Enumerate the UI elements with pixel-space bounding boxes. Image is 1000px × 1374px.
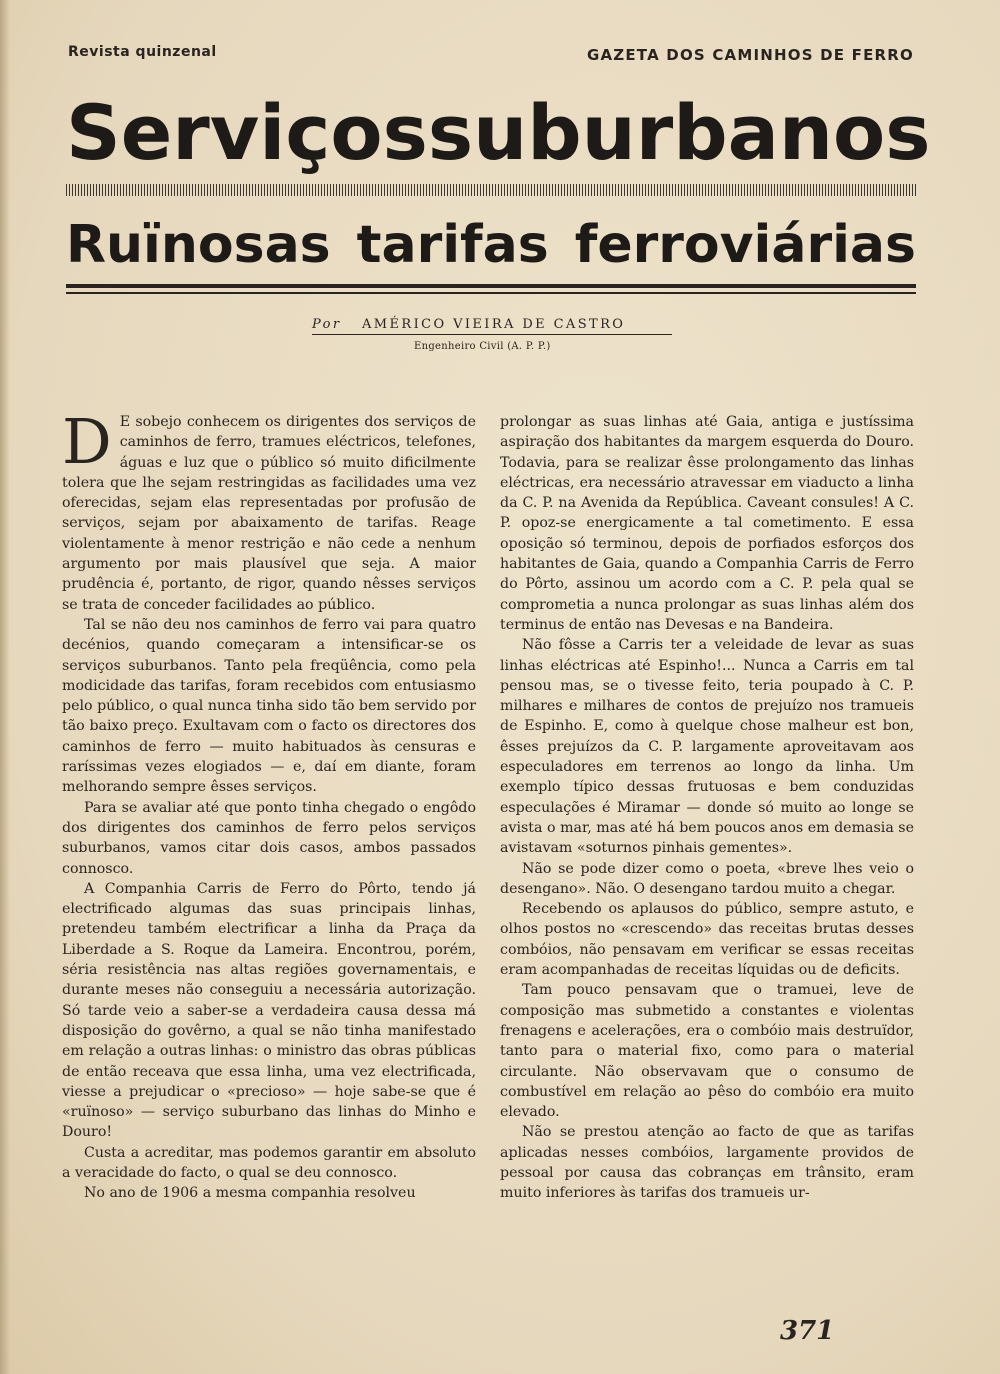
page-number: 371	[780, 1316, 835, 1346]
left-column	[62, 405, 476, 1204]
article-title	[66, 88, 931, 178]
right-column	[500, 412, 914, 1204]
title-word: suburbanos	[427, 88, 931, 177]
paragraph: Para se avaliar até que ponto tinha chegado o engôdo dos dirigentes dos caminhos de ferro pelos serviços suburbanos, vamos citar dois casos, ambos passados connosco.	[62, 799, 476, 877]
author-credentials: Engenheiro Civil (A. P. P.)	[414, 341, 551, 352]
paragraph: Não se pode dizer como o poeta, «breve lhes veio o desengano». Não. O desengano tardou muito a chegar.	[500, 860, 914, 897]
paragraph: Tal se não deu nos caminhos de ferro vai para quatro decénios, quando começaram a intensificar-se os serviços suburbanos. Tanto pela freqüência, como pela modicidade das tarifas, foram recebidos com entusiasmo pelo público, o qual nunca tinha sido tão bem servido por tão baixo preço. Exultavam com o facto os directores dos caminhos de ferro — muito habituados às censuras e raríssimas vezes elogiados — e, daí em diante, foram melhorando sempre êsses serviços.	[62, 616, 476, 796]
header-publication-frequency: Revista quinzenal	[68, 44, 217, 60]
article-subtitle	[66, 210, 916, 280]
title-word: Serviços	[66, 88, 428, 177]
byline	[312, 317, 672, 335]
paragraph	[62, 405, 476, 615]
paragraph: Não fôsse a Carris ter a veleidade de levar as suas linhas eléctricas até Espinho!... Nunca a Carris em tal pensou mas, se o tivesse feito, teria poupado à C. P. milhares e milhares de contos de prejuízo nos tramueis de Espinho. E, como à quelque chose malheur est bon, êsses prejuízos da C. P. largamente aproveitavam aos especuladores em terrenos ao longo da linha. Um exemplo típico dessas frutuosas e bem conduzidas especulações é Miramar — donde só muito ao longe se avista o mar, mas até há bem poucos anos em demasia se avistavam «soturnos pinhais gementes».	[500, 637, 914, 857]
subtitle-rule-thin	[66, 292, 916, 294]
subtitle-word: tarifas	[356, 215, 549, 275]
subtitle-word: ferroviárias	[574, 215, 916, 275]
paragraph: prolongar as suas linhas até Gaia, antiga e justíssima aspiração dos habitantes da margem esquerda do Douro. Todavia, para se realizar êsse prolongamento das linhas eléctricas, era necessário atravessar em viaducto a linha da C. P. na Avenida da República. Caveant consules! A C. P. opoz-se energicamente a tal cometimento. E essa oposição só terminou, depois de porfiados esforços dos habitantes de Gaia, quando a Companhia Carris de Ferro do Pôrto, assinou um acordo com a C. P. pela qual se comprometia a nunca prolongar as suas linhas além dos terminus de então nas Devesas e na Bandeira.	[500, 414, 914, 633]
byline-prefix: Por	[312, 317, 342, 332]
paragraph: Custa a acreditar, mas podemos garantir em absoluto a veracidade do facto, o qual se deu connosco.	[62, 1144, 476, 1181]
page-edge-shadow	[0, 0, 10, 1374]
paragraph-text: E sobejo conhecem os dirigentes dos serviços de caminhos de ferro, tramues eléctricos, telefones, águas e luz que o público só muito dificilmente tolera que lhe sejam restringidas as facilidades uma vez oferecidas, sejam elas representadas por profusão de serviços, sejam por abaixamento de tarifas. Reage violentamente à menor restrição e não cede a nenhum argumento por mais plausível que seja. A maior prudência é, portanto, de rigor, quando nêsses serviços se trata de conceder facilidades ao público.	[62, 414, 476, 613]
subtitle-word: Ruïnosas	[66, 215, 331, 275]
paragraph: No ano de 1906 a mesma companhia resolveu	[84, 1185, 416, 1202]
header-publication-name: GAZETA DOS CAMINHOS DE FERRO	[586, 46, 914, 64]
byline-author: AMÉRICO VIEIRA DE CASTRO	[362, 317, 626, 332]
paragraph: Não se prestou atenção ao facto de que as tarifas aplicadas nesses combóios, largamente providos de pessoal por causa das cobranças em trânsito, eram muito inferiores às tarifas dos tramueis ur-	[500, 1124, 914, 1202]
subtitle-rule-thick	[66, 284, 916, 288]
paragraph: Tam pouco pensavam que o tramuei, leve de composição mas submetido a constantes e violentas frenagens e acelerações, era o combóio mais destruïdor, tanto para o material fixo, como para o material circulante. Não observavam que o consumo de combustível em relação ao pêso do combóio era muito elevado.	[500, 982, 914, 1121]
title-hatched-divider	[66, 184, 916, 196]
paragraph: A Companhia Carris de Ferro do Pôrto, tendo já electrificado algumas das suas principais linhas, pretendeu também electrificar a linha da Praça da Liberdade a S. Roque da Lameira. Encontrou, porém, séria resistência nas altas regiões governamentais, e durante meses não conseguiu a necessária autorização. Só tarde veio a saber-se a verdadeira causa dessa má disposição do govêrno, a qual se não tinha manifestado em relação a outras linhas: o ministro das obras públicas de então receava que essa linha, uma vez electrificada, viesse a prejudicar o «precioso» — hoje sabe-se que é «ruïnoso» — serviço suburbano das linhas do Minho e Douro!	[62, 880, 476, 1141]
paragraph: Recebendo os aplausos do público, sempre astuto, e olhos postos no «crescendo» das receitas brutas desses combóios, não pensavam em verificar se essas receitas eram acompanhadas de receitas líquidas ou de deficits.	[500, 901, 914, 979]
drop-cap: D	[62, 405, 112, 478]
